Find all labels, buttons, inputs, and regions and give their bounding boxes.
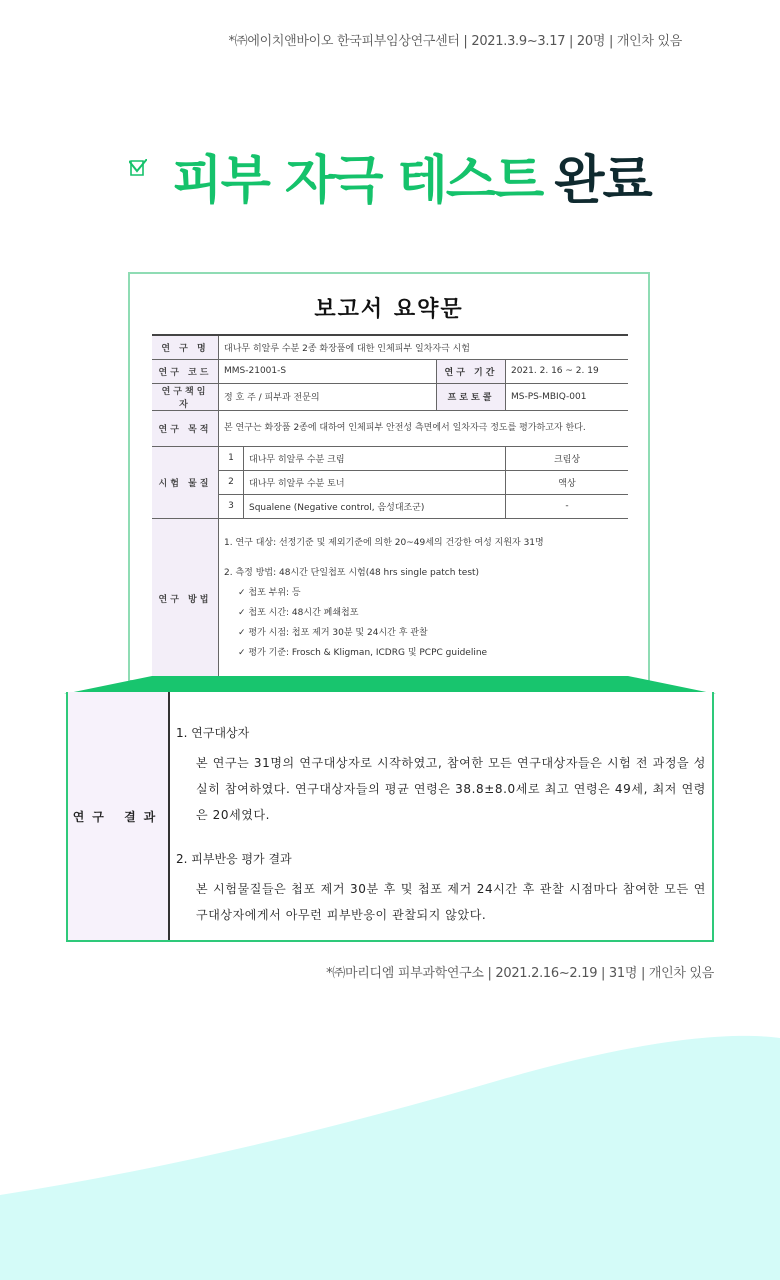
top-source-note: *㈜에이치앤바이오 한국피부임상연구센터 | 2021.3.9~3.17 | 20명 | 개인차 있음 <box>228 34 682 49</box>
value-protocol: MS-PS-MBIQ-001 <box>506 383 629 410</box>
row-study-name <box>152 335 628 359</box>
value-study-name: 대나무 히알루 수분 2종 화장품에 대한 인체피부 일차자극 시험 <box>219 335 629 359</box>
material-name: Squalene (Negative control, 음성대조군) <box>244 494 506 518</box>
material-name: 대나무 히알루 수분 크림 <box>244 446 506 470</box>
method-item: ✓ 평가 시점: 첩포 제거 30분 및 24시간 후 관찰 <box>238 628 428 638</box>
method-subjects: 1. 연구 대상: 선정기준 및 제외기준에 의한 20~49세의 건강한 여성 지원자 31명 <box>224 538 544 548</box>
headline <box>0 138 780 213</box>
label-study-period: 연구 기간 <box>437 359 506 383</box>
result-box <box>66 692 714 942</box>
material-form: 액상 <box>506 470 629 494</box>
label-protocol: 프로토콜 <box>437 383 506 410</box>
value-purpose: 본 연구는 화장품 2종에 대하여 인체피부 안전성 측면에서 일차자극 정도를 평가하고자 한다. <box>219 410 629 446</box>
material-row <box>152 494 628 518</box>
row-method <box>152 518 628 678</box>
background-wave <box>0 1020 780 1280</box>
material-no: 2 <box>219 470 244 494</box>
result-section-title: 1. 연구대상자 <box>176 726 250 740</box>
row-study-code <box>152 359 628 383</box>
material-row <box>152 446 628 470</box>
row-pi <box>152 383 628 410</box>
label-method: 연구 방법 <box>152 518 219 678</box>
label-pi: 연구책임자 <box>152 383 219 410</box>
result-body <box>176 722 706 928</box>
report-table <box>152 334 628 679</box>
label-purpose: 연구 목적 <box>152 410 219 446</box>
report-summary-card <box>128 272 650 682</box>
value-pi: 정 호 주 / 피부과 전문의 <box>219 383 437 410</box>
value-study-code: MMS-21001-S <box>219 359 437 383</box>
checkbox-check-icon <box>129 159 147 177</box>
material-name: 대나무 히알루 수분 토너 <box>244 470 506 494</box>
method-measure: 2. 측정 방법: 48시간 단일첩포 시험(48 hrs single patch test) <box>224 568 480 578</box>
method-item: ✓ 첩포 시간: 48시간 폐쇄첩포 <box>238 608 359 618</box>
label-study-code: 연구 코드 <box>152 359 219 383</box>
value-study-period: 2021. 2. 16 ~ 2. 19 <box>506 359 629 383</box>
material-no: 3 <box>219 494 244 518</box>
material-form: 크림상 <box>506 446 629 470</box>
material-form: - <box>506 494 629 518</box>
result-label: 연구 결과 <box>68 692 170 940</box>
headline-green-text: 피부 자극 테스트 <box>172 151 543 211</box>
label-materials: 시험 물질 <box>152 446 219 518</box>
headline-dark-text: 완료 <box>554 151 651 211</box>
result-section-text: 본 시험물질들은 첩포 제거 30분 후 및 첩포 제거 24시간 후 관찰 시점마다 참여한 모든 연구대상자에게서 아무런 피부반응이 관찰되지 않았다. <box>196 882 706 922</box>
bottom-source-note: *㈜마리디엠 피부과학연구소 | 2021.2.16~2.19 | 31명 | 개인차 있음 <box>326 966 714 981</box>
row-purpose <box>152 410 628 446</box>
method-item: ✓ 평가 기준: Frosch & Kligman, ICDRG 및 PCPC guideline <box>238 648 488 658</box>
report-title: 보고서 요약문 <box>314 297 464 322</box>
label-study-name: 연 구 명 <box>152 335 219 359</box>
result-section-text: 본 연구는 31명의 연구대상자로 시작하였고, 참여한 모든 연구대상자들은 시험 전 과정을 성실히 참여하였다. 연구대상자들의 평균 연령은 38.8±8.0세로 최고 연령은 49세, 최저 연령은 20세였다. <box>196 756 706 822</box>
material-no: 1 <box>219 446 244 470</box>
method-item: ✓ 첩포 부위: 등 <box>238 588 301 598</box>
material-row <box>152 470 628 494</box>
result-section-title: 2. 피부반응 평가 결과 <box>176 852 292 866</box>
value-method <box>219 518 629 678</box>
